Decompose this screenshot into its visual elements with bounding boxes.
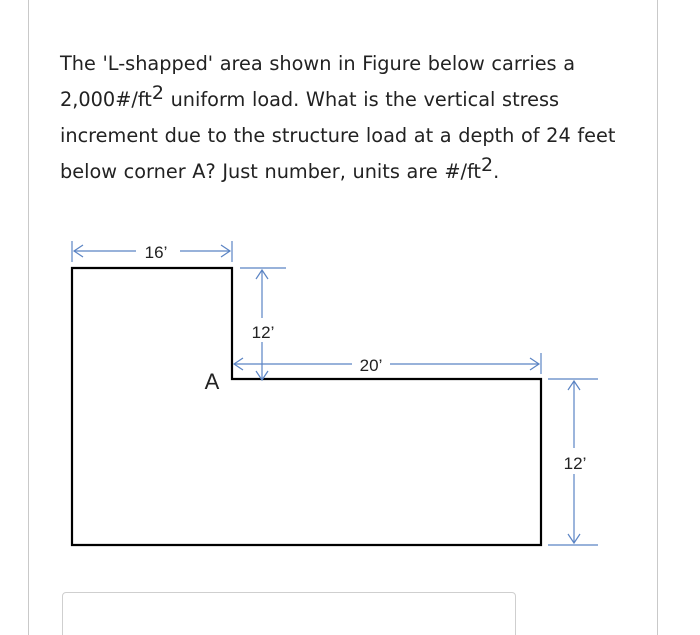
- answer-input[interactable]: [62, 592, 516, 635]
- dimension-label-20: 20’: [359, 356, 383, 375]
- units-superscript: 2: [480, 154, 494, 176]
- ft-squared-superscript: 2: [151, 82, 164, 104]
- question-text-part-2: uniform load. What is the vertical stress increment due to the structure load at a depth of 24 feet below corner A? Just number, units are #/ft: [60, 88, 616, 183]
- question-text-part-3: .: [493, 160, 500, 183]
- corner-label-a: A: [204, 369, 220, 394]
- question-text-part-1: The 'L-shapped' area shown in Figure below carries a 2,000#/ft: [60, 52, 576, 111]
- l-shape-outline: [72, 268, 541, 545]
- dimension-label-12-step: 12’: [251, 323, 275, 342]
- dimension-label-12-right: 12’: [563, 454, 587, 473]
- dimension-label-16: 16’: [144, 243, 168, 262]
